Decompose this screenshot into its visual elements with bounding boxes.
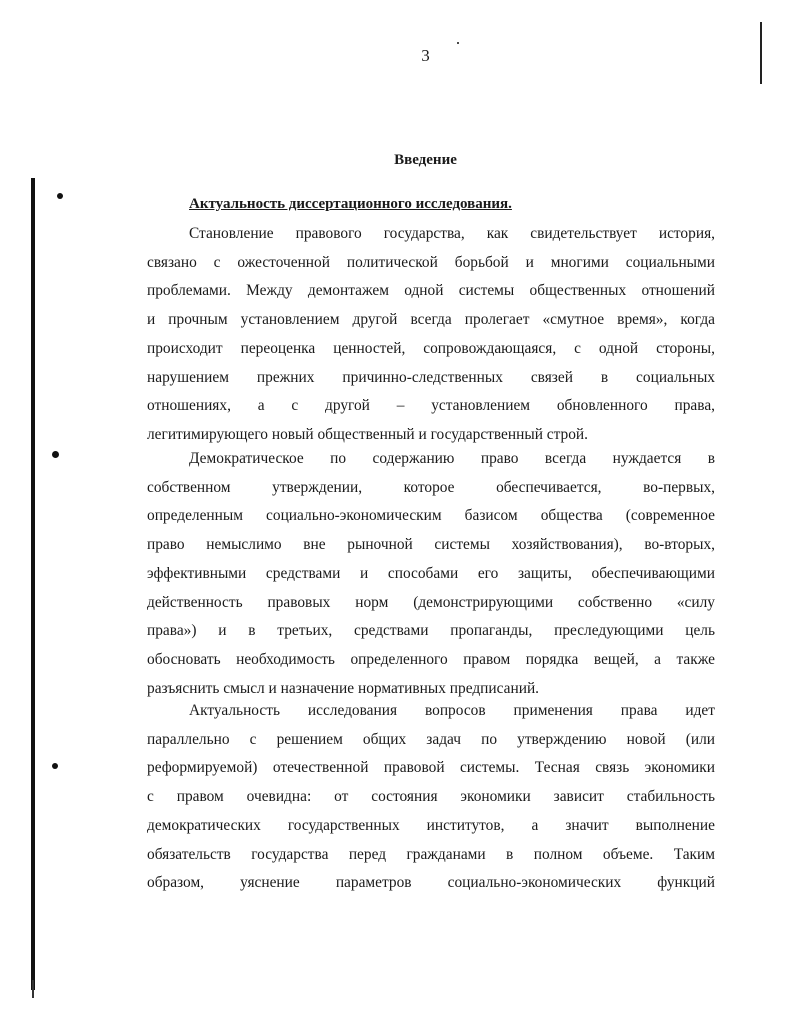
scan-speck	[57, 193, 63, 199]
text-line: право немыслимо вне рыночной системы хозяйствования), во-вторых,	[147, 536, 715, 554]
scan-speck	[52, 763, 58, 769]
text-line: нарушением прежних причинно-следственных связей в социальных	[147, 368, 715, 386]
text-line: Становление правового государства, как свидетельствует история,	[189, 225, 715, 242]
text-line: собственном утверждении, которое обеспечивается, во-первых,	[147, 478, 715, 496]
text-line: проблемами. Между демонтажем одной системы общественных отношений	[147, 282, 715, 300]
text-line: Демократическое по содержанию право всегда нуждается в	[189, 450, 715, 467]
section-subheading: Актуальность диссертационного исследования.	[189, 196, 512, 212]
text-line: эффективными средствами и способами его защиты, обеспечивающими	[147, 564, 715, 582]
text-line: разъяснить смысл и назначение нормативных предписаний.	[147, 679, 540, 697]
text-line: связано с ожесточенной политической борьбой и многими социальными	[147, 253, 715, 271]
text-line: с правом очевидна: от состояния экономики зависит стабильность	[147, 788, 715, 806]
text-line: действенность правовых норм (демонстрирующими собственно «силу	[147, 593, 715, 611]
text-line: обосновать необходимость определенного правом порядка вещей, а также	[147, 650, 715, 668]
scan-binding-line-tail	[32, 980, 34, 998]
paragraph-2	[147, 445, 715, 703]
paragraph-1	[147, 220, 715, 450]
text-line: происходит переоценка ценностей, сопровождающаяся, с одной стороны,	[147, 339, 715, 357]
text-line: параллельно с решением общих задач по утверждению новой (или	[147, 730, 715, 748]
paragraph-3	[147, 697, 715, 898]
text-line: реформируемой) отечественной правовой системы. Тесная связь экономики	[147, 759, 715, 777]
text-line: отношениях, а с другой – установлением обновленного права,	[147, 397, 715, 415]
text-line: Актуальность исследования вопросов применения права идет	[189, 702, 715, 719]
page-number: 3	[421, 46, 430, 65]
text-line: демократических государственных институтов, а значит выполнение	[147, 816, 715, 834]
scan-speck	[52, 451, 59, 458]
scan-speck	[457, 42, 459, 44]
scan-binding-line-left	[31, 178, 35, 990]
text-line: и прочным установлением другой всегда пролегает «смутное время», когда	[147, 311, 715, 329]
text-line: обязательств государства перед гражданами в полном объеме. Таким	[147, 845, 715, 863]
text-line: права») и в третьих, средствами пропаганды, преследующими цель	[147, 622, 715, 640]
text-line: образом, уяснение параметров социально-экономических функций	[147, 874, 715, 892]
page-title: Введение	[394, 152, 457, 168]
text-line: определенным социально-экономическим базисом общества (современное	[147, 507, 715, 525]
text-line: легитимирующего новый общественный и государственный строй.	[147, 425, 588, 443]
